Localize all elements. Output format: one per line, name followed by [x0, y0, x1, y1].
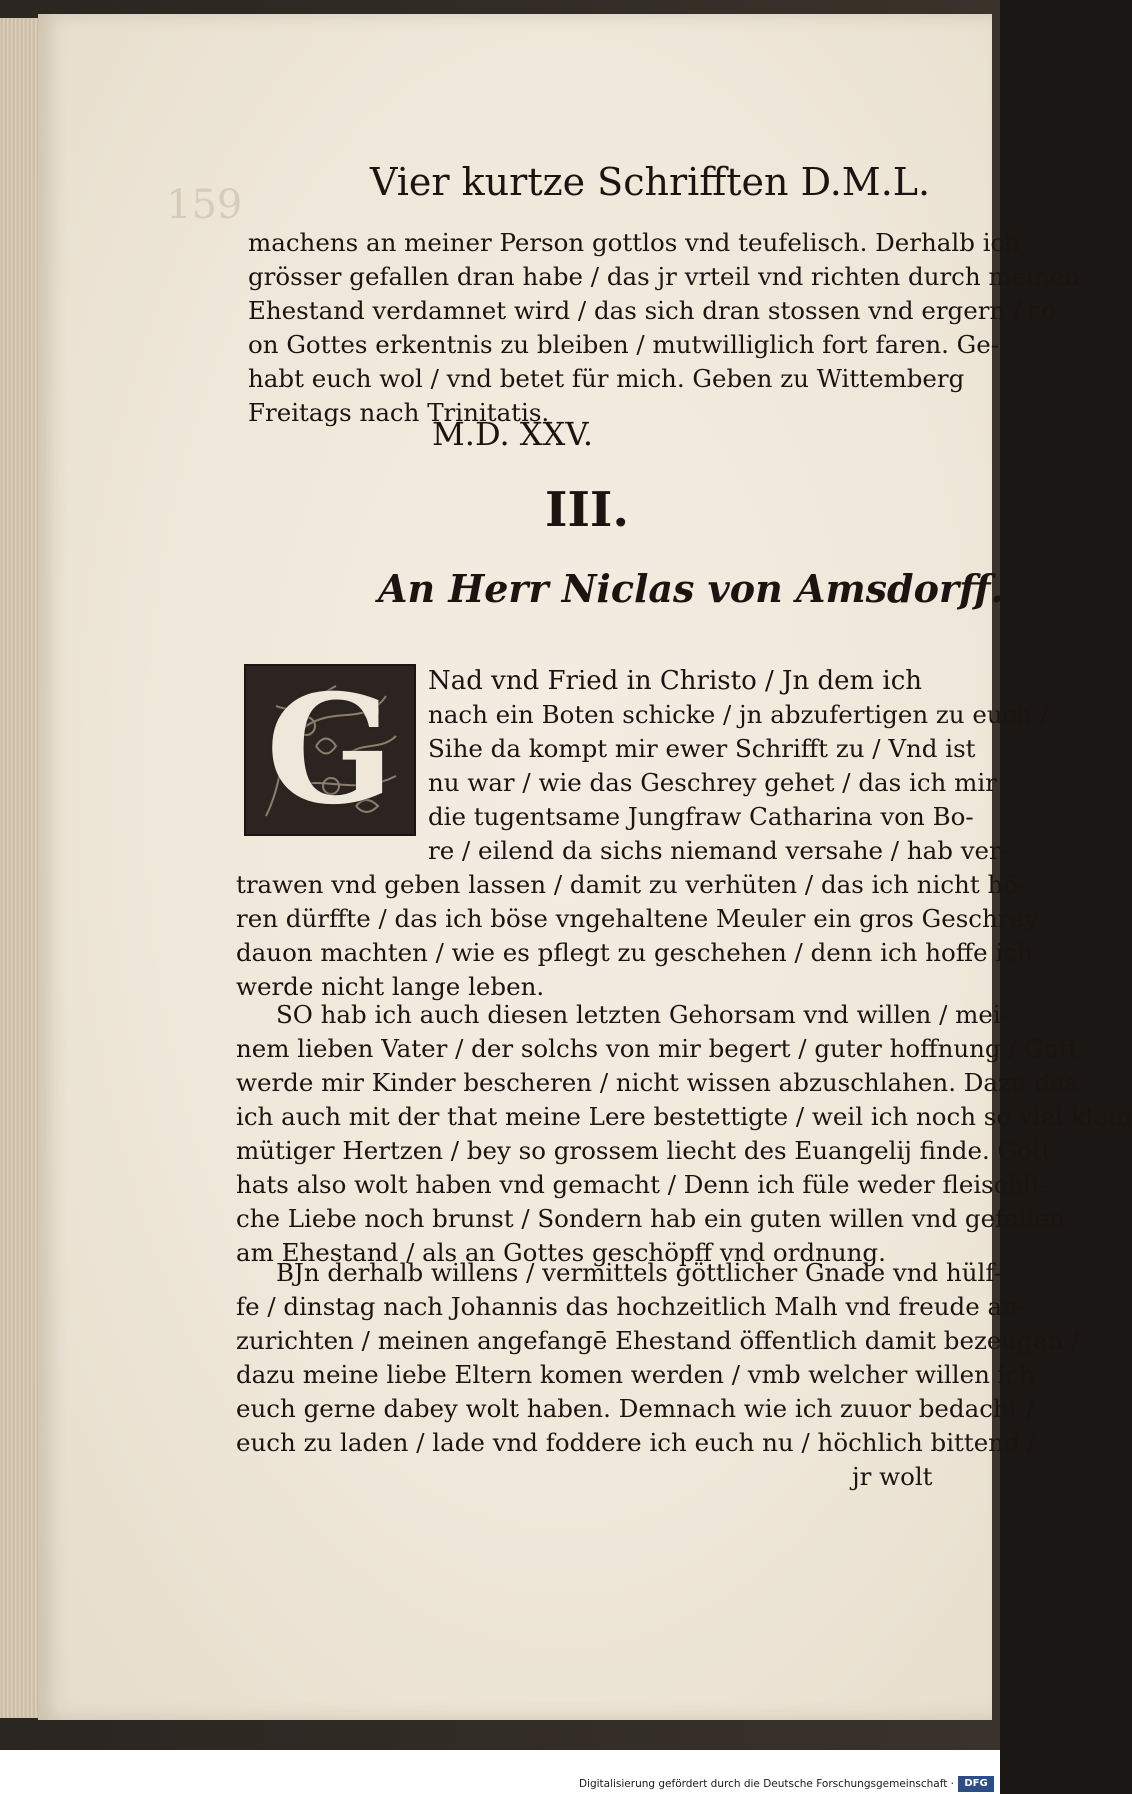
text-line: machens an meiner Person gottlos vnd teufelisch. Derhalb ich [248, 228, 1021, 257]
date-line: M.D. XXV. [432, 415, 594, 453]
text-line: BJn derhalb willens / vermittels göttlicher Gnade vnd hülf- [276, 1258, 1002, 1287]
text-line: Nad vnd Fried in Christo / Jn dem ich [428, 666, 923, 696]
text-line: ren dürffte / das ich böse vngehaltene Meuler ein gros Geschrey [236, 904, 1038, 933]
text-line: zurichten / meinen angefangē Ehestand öffentlich damit bezeugen / [236, 1326, 1080, 1355]
text-line: nu war / wie das Geschrey gehet / das ich mir [428, 768, 997, 797]
text-line: re / eilend da sichs niemand versahe / hab ver- [428, 836, 1010, 865]
text-line: am Ehestand / als an Gottes geschöpff vnd ordnung. [236, 1238, 886, 1267]
text-line: Freitags nach Trinitatis. [248, 398, 550, 427]
page-edges [0, 18, 39, 1718]
section-title: An Herr Niclas von Amsdorff. [378, 566, 1004, 611]
catchword: jr wolt [852, 1462, 933, 1491]
digitization-credit: Digitalisierung gefördert durch die Deutsche Forschungsgemeinschaft · [578, 1778, 954, 1790]
text-line: euch zu laden / lade vnd foddere ich euch nu / höchlich bittend / [236, 1428, 1036, 1457]
text-line: euch gerne dabey wolt haben. Demnach wie ich zuuor bedacht / [236, 1394, 1035, 1423]
running-head: Vier kurtze Schrifften D.M.L. [370, 160, 931, 204]
text-line: dazu meine liebe Eltern komen werden / vmb welcher willen ich [236, 1360, 1035, 1389]
text-line: trawen vnd geben lassen / damit zu verhüten / das ich nicht hö- [236, 870, 1027, 899]
text-line: mütiger Hertzen / bey so grossem liecht des Euangelij finde. Gott [236, 1136, 1052, 1165]
dfg-logo: DFG [958, 1776, 994, 1792]
text-line: SO hab ich auch diesen letzten Gehorsam vnd willen / mei- [276, 1000, 1010, 1029]
text-line: on Gottes erkentnis zu bleiben / mutwilliglich fort faren. Ge- [248, 330, 1000, 359]
text-line: dauon machten / wie es pflegt zu geschehen / denn ich hoffe ich [236, 938, 1033, 967]
text-line: die tugentsame Jungfraw Catharina von Bo- [428, 802, 974, 831]
text-line: werde mir Kinder bescheren / nicht wissen abzuschlahen. Dazu das [236, 1068, 1078, 1097]
text-line: hats also wolt haben vnd gemacht / Denn ich füle weder fleischli- [236, 1170, 1048, 1199]
initial-letter: G [265, 662, 395, 838]
page-number: 159 [166, 182, 243, 228]
text-line: grösser gefallen dran habe / das jr vrteil vnd richten durch meinen [248, 262, 1081, 291]
text-line: che Liebe noch brunst / Sondern hab ein guten willen vnd gefallen [236, 1204, 1065, 1233]
text-line: werde nicht lange leben. [236, 972, 545, 1001]
decorated-initial [244, 664, 416, 836]
text-line: nach ein Boten schicke / jn abzufertigen zu euch / [428, 700, 1049, 729]
section-number: III. [545, 482, 630, 538]
text-line: ich auch mit der that meine Lere bestettigte / weil ich noch so viel klein [236, 1102, 1132, 1131]
text-line: Ehestand verdamnet wird / das sich dran stossen vnd ergern / so [248, 296, 1057, 325]
text-line: nem lieben Vater / der solchs von mir begert / guter hoffnung / Gott [236, 1034, 1079, 1063]
text-line: Sihe da kompt mir ewer Schrifft zu / Vnd ist [428, 734, 976, 763]
text-line: habt euch wol / vnd betet für mich. Geben zu Wittemberg [248, 364, 965, 393]
text-line: fe / dinstag nach Johannis das hochzeitlich Malh vnd freude an- [236, 1292, 1027, 1321]
